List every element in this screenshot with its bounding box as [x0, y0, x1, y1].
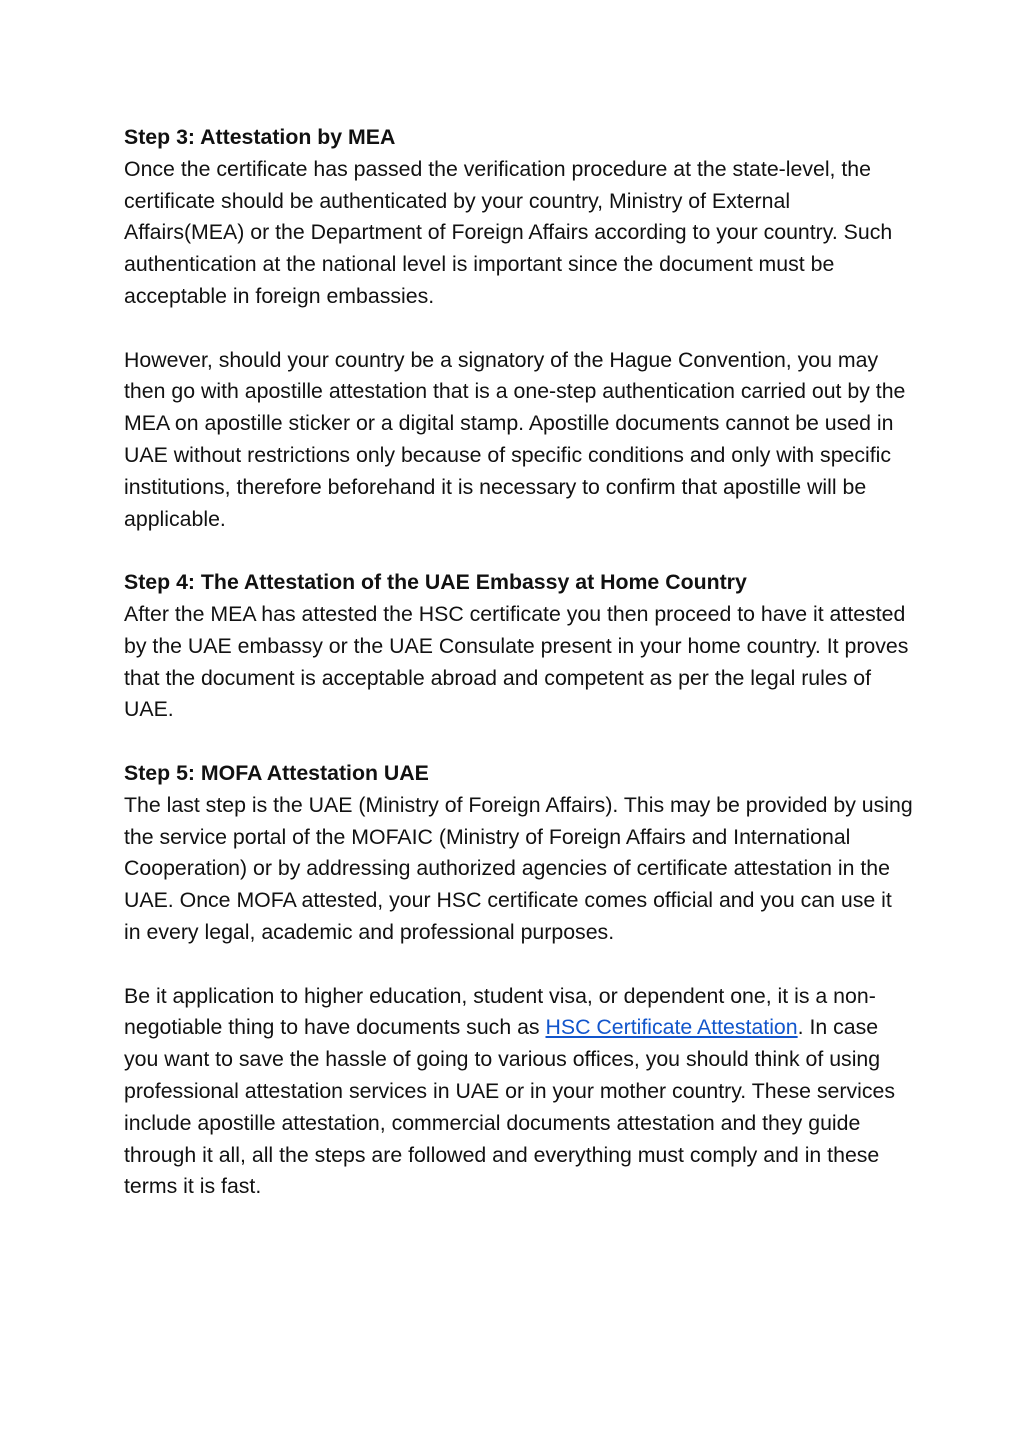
closing-text-after-link: . In case you want to save the hassle of going to various offices, you should think of using professional attestation services in UAE or in your mother country. These services include apostille attestation, commercial documents attestation and they guide through it all, all the steps are followed and everything must comply and in these terms it is fast.: [124, 1015, 895, 1199]
hsc-certificate-attestation-link[interactable]: HSC Certificate Attestation: [545, 1015, 798, 1040]
step-5-paragraph-1: The last step is the UAE (Ministry of Foreign Affairs). This may be provided by using the service portal of the MOFAIC (Ministry of Foreign Affairs and International Cooperation) or by addressing authorized agencies of certificate attestation in the UAE. Once MOFA attested, your HSC certificate comes official and you can use it in every legal, academic and professional purposes.: [124, 792, 913, 944]
closing-paragraph: [124, 981, 914, 1204]
paragraph-spacer: [124, 949, 914, 981]
paragraph-spacer: [124, 726, 914, 758]
step-3-paragraph-2: However, should your country be a signatory of the Hague Convention, you may then go with apostille attestation that is a one-step authentication carried out by the MEA on apostille sticker or a digital stamp. Apostille documents cannot be used in UAE without restrictions only because of specific conditions and only with specific institutions, therefore beforehand it is necessary to confirm that apostille will be applicable.: [124, 347, 906, 531]
step-3-heading: Step 3: Attestation by MEA: [124, 125, 396, 149]
document-page: [124, 122, 914, 1203]
step-3-paragraph-1: Once the certificate has passed the verification procedure at the state-level, the certificate should be authenticated by your country, Ministry of External Affairs(MEA) or the Department of Foreign Affairs according to your country. Such authentication at the national level is important since the document must be acceptable in foreign embassies.: [124, 156, 893, 308]
step-4-heading: Step 4: The Attestation of the UAE Embassy at Home Country: [124, 570, 747, 595]
paragraph-spacer: [124, 535, 914, 567]
paragraph-spacer: [124, 313, 914, 345]
step-4-paragraph-1: After the MEA has attested the HSC certificate you then proceed to have it attested by the UAE embassy or the UAE Consulate present in your home country. It proves that the document is acceptable abroad and competent as per the legal rules of UAE.: [124, 601, 909, 722]
closing-text-before-link: Be it application to higher education, student visa, or dependent one, it is a non-negotiable thing to have documents such as: [124, 983, 876, 1040]
step-5-heading: Step 5: MOFA Attestation UAE: [124, 760, 429, 785]
